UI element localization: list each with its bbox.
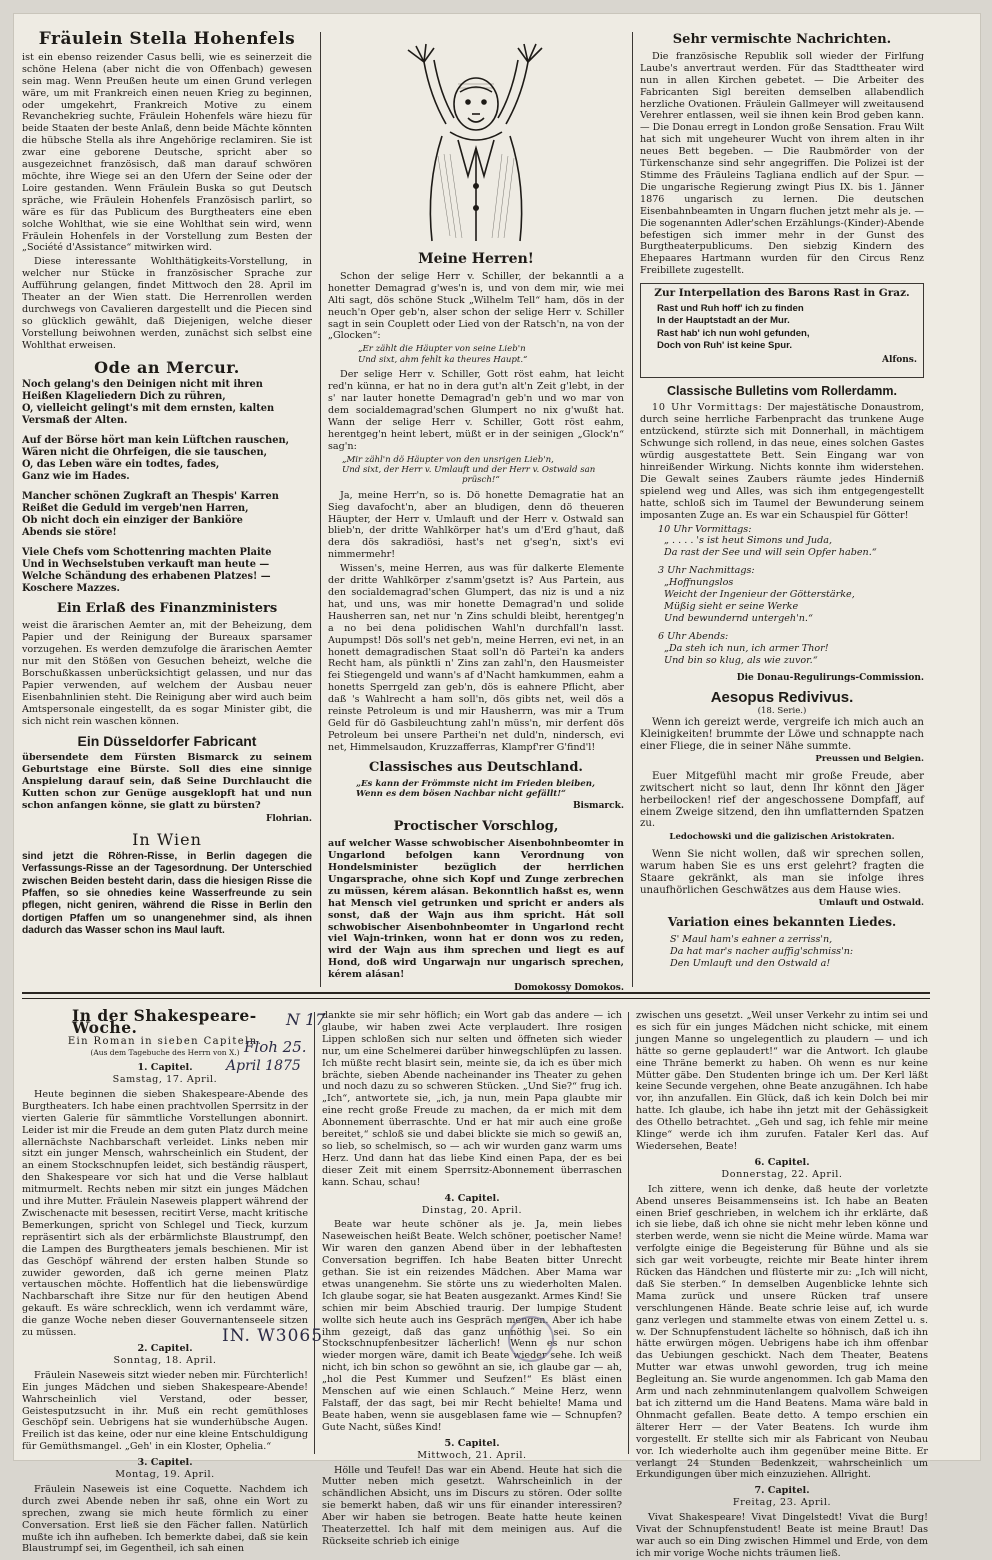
verse-line: Den Umlauft und den Ostwald a! <box>670 957 831 969</box>
article-text: Ja, meine Herr'n, so is. Dö honette Demagratie hat an Sieg davafocht'n, aber an bludigen, denn dö theueren Häupter, der Herr v. Umlauft und der Herr v. Ostwald san blieb'n, der dritte Wahlkörper hat's um d'Erd g'haut, daß dera dös sakradiösi, hast's net g'seg'n, sixt's evi nimmermehr! <box>328 489 624 561</box>
verse-line: Reißet die Geduld im vergeb'nen Harren, <box>22 503 249 515</box>
quote-line: „Da steh ich nun, ich armer Thor! <box>664 642 829 654</box>
verse-line: In der Hauptstadt an der Mur. <box>657 315 790 327</box>
chapter-heading: 6. Capitel. <box>754 1156 810 1168</box>
column-right <box>640 32 924 989</box>
caricature-illustration <box>346 36 606 246</box>
article-text: Der selige Herr v. Schiller, Gott röst eahm, hat leicht red'n künna, er hat no in dera gut'n alt'n Zeit g'lebt, in der s' nar lauter honette Demagrad'n geb'n und wo mar von dem socialdemagrad'schen Glumpert no nix g'wußt hat. Wann der selige Herr v. Schiller, Gott röst eahm, herentgeg'n heint lebert, müßt er in der seinigen „Glock'n“ sag'n: <box>328 369 624 452</box>
verse-line: Da hat mar's nacher auffig'schmiss'n: <box>670 945 854 957</box>
signature: Domokossy Domokos. <box>514 983 624 994</box>
article-text: übersendete dem Fürsten Bismarck zu seinem Geburtstage eine Bürste. Soll dies eine sinnige Anspielung darauf sein, daß Seine Durchlaucht die Kutten schon zur Genüge ausgeklopft hat und nun schon anfangen könne, sie glatt zu bürsten? <box>22 752 312 812</box>
handwritten-note: April 1875 <box>226 1058 301 1074</box>
poem-box <box>640 283 924 377</box>
bulletin-time: 10 Uhr Vormittags: <box>652 402 763 414</box>
column-rule <box>314 1012 315 1454</box>
quote-line: „Mir zähl'n dö Häupter von den unsrigen Lieb'n, <box>342 454 554 465</box>
fable-text: Wenn ich gereizt werde, vergreife ich mich auch an Kleinigkeiten! brummte der Löwe und schnappte nach einer Fliege, die in seiner Nähe summte. <box>640 716 924 752</box>
article-title: Variation eines bekannten Liedes. <box>667 914 897 929</box>
box-title: Zur Interpellation des Barons Rast in Graz. <box>654 287 910 300</box>
fable-text: Euer Mitgefühl macht mir große Freude, aber zwitschert nicht so laut, denn Ihr könnt den Jäger herbeilocken! rief der angeschossene Dompfaff, auf einem Zweige sitzend, den ihn umflatternden Spatzen zu. <box>640 770 924 830</box>
column-left <box>22 29 312 989</box>
box-poem <box>647 303 917 353</box>
chapter-date: Dinstag, 20. April. <box>421 1204 523 1216</box>
verse-line: Heißen Klageliedern Dich zu rühren, <box>22 391 226 403</box>
quote-line: „Hoffnungslos <box>664 577 734 589</box>
quote-line: Und bewundernd untergeh'n.“ <box>664 612 813 624</box>
chapter-heading: 5. Capitel. <box>444 1437 500 1449</box>
bulletin-time: 10 Uhr Vormittags: <box>658 523 752 535</box>
verse-line: Rast und Ruh hoff' ich zu finden <box>657 303 804 315</box>
article-title: Meine Herren! <box>418 251 534 267</box>
chapter-date: Sonntag, 18. April. <box>113 1354 217 1366</box>
verse-line: Versmaß der Alten. <box>22 415 128 427</box>
chapter-text: Fräulein Naseweis sitzt wieder neben mir. Fürchterlich! Ein junges Mädchen und sieben Shakespeare-Abende! Wahrscheinlich viel Verstand, oder besser, Geistesputzsucht in ihr. Muß ein recht gemüthloses Geschöpf sein. Uebrigens hat sie wunderhübsche Augen. Freilich ist das keine, oder nur eine kleine Entschuldigung für Gemüthsmangel. „Geh' in ein Kloster, Ophelia.“ <box>22 1369 308 1453</box>
article-title: Classisches aus Deutschland. <box>369 759 583 775</box>
bulletin-time: 3 Uhr Nachmittags: <box>658 565 755 577</box>
chapter-heading: 1. Capitel. <box>137 1062 193 1074</box>
quote-line: Wenn es dem bösen Nachbar nicht gefällt!“ <box>356 788 566 799</box>
verse-line: Rast hab' ich nun wohl gefunden, <box>657 327 810 339</box>
bulletin-time: 6 Uhr Abends: <box>658 630 729 642</box>
quote-line: „ . . . . 's ist heut Simons und Juda, <box>664 535 833 547</box>
article-title: In Wien <box>132 829 202 849</box>
signature: Umlauft und Ostwald. <box>818 898 924 909</box>
library-stamp-icon <box>508 1316 554 1362</box>
bulletin-text: Der majestätische Donaustrom, durch seine herrliche Farbenpracht das trunkene Auge entzückend, stürzte sich mit Donnerhall, in mächtigem Schwunge sich rollend, in das neue, eines solchen Gastes würdig ausgestattete Bett. Sein Eingang war von hinreißender Wirkung. Nichts konnte ihm widerstehen. Die Gewalt seines Zaubers räumte jedes Hinderniß spielend weg und Alles, was sich ihm entgegengestellt hatte, schloß sich im Taumel der Bewunderung seinem imposanten Zuge an. Es war ein Schauspiel für Götter! <box>640 402 924 521</box>
verse-line: O, vielleicht gelingt's mit dem ernsten, kalten <box>22 403 275 415</box>
signature: Bismarck. <box>572 801 624 812</box>
article-text: Wissen's, meine Herren, aus was für dalkerte Elemente der dritte Wahlkörper z'samm'gsetzt is? Aus Partein, aus den socialdemagrad'schen Glumpert, das niz is und a niz hat, und uns, was mir honette Demagrad'n und solide Hausherren san, net nur 'n Zins schuldi bleibt, herentgeg'n a no bei dena polidischen Wahl'n durchfall'n lasst. Aupumpst! Dös soll's net geb'n, meine Herren, evi net, in an honett demagradischen Staat soll'n dö Partei'n ka anders Recht ham, als pünktli n' Zins zan zahl'n, den Hausmeister fei Stiegengeld und wann's af d'Nacht hamkummen, eahm a honetts Sperrgeld zan geb'n, dös is eahnere Pflicht, aber daß 's Wahlrecht a ham soll'n, dös gibts net, weil dös a reinste Petroleum is und mir Hausherrn, was mir a Trum Geld für dö Gasbileuchtung zahl'n müss'n, mir derfent dös Petroleum bei unsere Parthei'n net duld'n, nindersch, evi net, Himmelsaudon, Kruzzafferras, Klampf'rer G'find'l! <box>328 563 624 753</box>
chapter-text: Beate war heute schöner als je. Ja, mein liebes Naseweischen heißt Beate. Welch schöner, poetischer Name! Wir waren den ganzen Abend über in der lebhaftesten Conversation begriffen. Ich habe Beaten bitter Unrecht gethan. Sie ist ein reizendes Mädchen. Aber Mama war etwas unangenehm. Sie störte uns zu wiederholten Malen. Ich glaube sogar, sie hat Beaten ausgezankt. Armes Kind! Sie schien mir beim Abschied traurig. Der lumpige Student wollte sich heute auch ins Gespräch mengen. Aber ich habe ihm gezeigt, daß das ganz unnöthig sei. So ein Stockschnupfenbesitzer lächerlich! Wenn es nur schon wieder morgen wäre, damit ich Beate wieder sehe. Ich weiß nicht, ich bin schon so gewöhnt an sie, ich glaube gar — ah, „hol die Pest Kummer und Seufzen!“ Es bläst einen Menschen auf wie einen Schlauch.“ Meine Herz, wenn Falstaff, der das sagt, bei mir Recht behielte! Mama und Beate haben, wenn sie ausgeblasen fame wie — Schnupfen? Gute Nacht, süßes Kind! <box>322 1219 622 1433</box>
article-title: Ode an Mercur. <box>94 357 240 377</box>
quote-line: Da rast der See und will sein Opfer haben.“ <box>664 547 877 559</box>
article-text: weist die ärarischen Aemter an, mit der Beheizung, dem Papier und der Reinigung der Bureaux sparsamer vorzugehen. Es werden demzufolge die ärarischen Aemter nur mit den Stößen von Gesuchen beheizt, welche die Borschußkassen unberücksichtigt gelassen, und nur das Papier verwenden, auf welchem der Ausbau neuer Eisenbahnlinien steht. Die Reinigung aber wird auch beim Amtspersonale eingestellt, da es sogar Minister gibt, die sich nicht rein waschen können. <box>22 620 312 727</box>
verse-line: S' Maul ham's eahner a zerriss'n, <box>670 933 833 945</box>
novel-subtitle: Ein Roman in sieben Capiteln. <box>67 1035 263 1047</box>
quote-line: Und bin so klug, als wie zuvor.“ <box>664 654 818 666</box>
chapter-text: Hölle und Teufel! Das war ein Abend. Heute hat sich die Mutter neben mich gesetzt. Wahrscheinlich in der schändlichen Absicht, uns im Discurs zu stören. Oder sollte sie bemerkt haben, daß wir uns für einander interessiren? Aber wir haben sie betrogen. Beate hatte heute keinen Theaterzettel. Ich half mit dem meinigen aus. Auf die Rückseite schrieb ich einige <box>322 1464 622 1547</box>
chapter-text: Vivat Shakespeare! Vivat Dingelstedt! Vivat die Burg! Vivat der Schnupfenstudent! Beate ist meine Braut! Das war auch so ein Ding zwischen Himmel und Erde, von dem ich mir vorige Woche nichts träumen ließ. <box>636 1512 928 1559</box>
article-text: ist ein ebenso reizender Casus belli, wie es seinerzeit die schöne Helena (aber nicht die von Offenbach) gewesen sein mag. Wenn Preußen heute um einen Grund verlegen wäre, um mit Frankreich einen neuen Krieg zu beginnen, oder umgekehrt, Frankreich Motive zu einem Revanchekrieg suchte, Fräulein Hohenfels wäre hiezu für beide Staaten der beste Anlaß, denn beide Mächte könnten die hübsche Stella als ihre Angehörige reclamiren. Sie ist zwar eine geborene Deutsche, spricht aber so ausgezeichnet französisch, daß man darauf schwören möchte, ihre Wiege sei an den Ufern der Seine oder der Loire gestanden. Wenn Fräulein Buska so gut Deutsch spräche, wie Fräulein Hohenfels Französisch parlirt, so wäre es für das Publicum des Burgtheaters eine eben solche Wohlthat, wie sie eine Wohlthat sein wird, wenn Fräulein Hohenfels in der Vorstellung zum Besten der „Société d'Assistance“ mitwirken wird. <box>22 51 312 254</box>
article-title: Ein Düsseldorfer Fabricant <box>77 732 257 749</box>
verse-line: Und in Wechselstuben verkauft man heute — <box>22 559 270 571</box>
ode-stanza <box>22 435 312 483</box>
chapter-heading: 3. Capitel. <box>137 1457 193 1469</box>
verse-line: Doch von Ruh' ist keine Spur. <box>657 340 793 352</box>
bulletin <box>640 631 924 667</box>
signature: Preussen und Belgien. <box>815 754 924 765</box>
verse-line: Mancher schönen Zugkraft an Thespis' Karren <box>22 491 279 503</box>
ode-stanza <box>22 547 312 595</box>
verse-line: Abends sie störe! <box>22 527 117 539</box>
quote-line: Und sixt, ahm fehlt ka theures Haupt.“ <box>358 354 528 365</box>
fable-text: Wenn Sie nicht wollen, daß wir sprechen sollen, warum haben Sie es uns erst gelehrt? fragten die Staare gekränkt, als man sie infolge ihres unaufhörlichen Geschwätzes aus dem Hause wies. <box>640 848 924 896</box>
signature: Alfons. <box>881 354 917 365</box>
handwritten-note: Floh 25. <box>244 1038 307 1056</box>
quote-line: Müßig sieht er seine Werke <box>664 600 799 612</box>
novel-column-2 <box>322 1010 622 1547</box>
signature: Ledochowski und die galizischen Aristokraten. <box>669 832 895 843</box>
article-title: Sehr vermischte Nachrichten. <box>672 32 892 47</box>
chapter-date: Mittwoch, 21. April. <box>417 1449 527 1461</box>
article-title: Fräulein Stella Hohenfels <box>38 29 296 49</box>
novel-note: (Aus dem Tagebuche des Herrn von X.) <box>90 1047 240 1057</box>
article-title: Aesopus Redivivus. <box>710 689 854 707</box>
section-rule <box>22 998 930 999</box>
signature: Die Donau-Regulirungs-Commission. <box>736 672 924 683</box>
column-middle <box>328 32 624 994</box>
quote <box>342 455 624 486</box>
column-rule <box>320 32 321 987</box>
quote-line: „Es kann der Frömmste nicht im Frieden bleiben, <box>356 778 595 789</box>
quote <box>358 344 624 365</box>
verse-line: Welche Schändung des erhabenen Platzes! — <box>22 571 271 583</box>
chapter-text: Fräulein Naseweis ist eine Coquette. Nachdem ich durch zwei Abende neben ihr saß, ohne ein Wort zu sprechen, zwang sie mich heute förmlich zu einer Conversation. Erst ließ sie den Fächer fallen. Natürlich mußte ich ihn aufheben. Ich bemerkte dabei, daß sie kein Blaustrumpf sei, im Gegentheil, ich sah einen <box>22 1483 308 1555</box>
article-text: auf welcher Wasse schwobischer Aisenbohnbeomter in Ungarlond befolgen kann Verordnung von Hondelsminister bezüglich der herrlichen Ungarsprache, ohne sich Kopf und Zunge zerbrechen zu müssen, kérem alásan. Bekonntlich haßst es, wenn hat Mensch viel getrunken und spricht er anders als sonst, daß der Wajn aus ihm spricht. Hát soll schwobischer Aisenbohnbeomter in Ungarlond recht viel Wajn-trinken, wonn hat er donn wos zu reden, wird der Wajn aus ihm sprechen und liegt es auf Hond, doß wird Ungarwajn nur ungarisch sprechen, kérem alásan! <box>328 838 624 981</box>
verse-line: Wären nicht die Ohrfeigen, die sie tauschen, <box>22 447 267 459</box>
verse-line: Ganz wie im Hades. <box>22 471 130 483</box>
handwritten-note: N 17 <box>286 1010 326 1029</box>
chapter-heading: 4. Capitel. <box>444 1192 500 1204</box>
chapter-text: zwischen uns gesetzt. „Weil unser Verkehr zu intim sei und es sich für ein junges Mädchen nicht schicke, mit einem jungen Manne so ungelegentlich zu plaudern — und ich hätte so gerne geplaudert!“ war die Antwort. Ich glaube eine Thräne bemerkt zu haben. Oh wenn es nur keine Mütter gäbe. Den Studenten bringe ich um. Der Kerl läßt keine Secunde vergehen, ohne Beate anzugähnen. Ich habe vor, ihn anzufallen. Ein Glück, daß ich kein Dolch bei mir hatte. Ich glaube, ich habe ihn jetzt mit der Gehässigkeit des Othello betrachtet. „Geh und sag, ich fehle mir meine Klinge“ werde ich ihm zurufen. Fataler Kerl das. Auf Wiedersehen, Beate! <box>636 1010 928 1152</box>
novel-column-3 <box>636 1010 928 1559</box>
article-text: Diese interessante Wohlthätigkeits-Vorstellung, in welcher nur Stücke in französischer Sprache zur Aufführung gelangen, findet Mittwoch den 28. April im Theater an der Wien statt. Die Herrenrollen werden durchwegs von Cavalieren dargestellt und die Piecen sind so glücklich gewählt, daß Diejenigen, welche dieser Vorstellung beiwohnen werden, zunächst sich selbst eine Wohlthat erweisen. <box>22 256 312 351</box>
bulletin <box>640 565 924 625</box>
quote <box>356 779 624 800</box>
signature: Flohrian. <box>265 813 312 824</box>
quote-line: Weicht der Ingenieur der Götterstärke, <box>664 589 855 601</box>
chapter-date: Donnerstag, 22. April. <box>721 1168 843 1180</box>
chapter-date: Freitag, 23. April. <box>732 1497 832 1509</box>
verse-line: Ob nicht doch ein einziger der Bankiöre <box>22 515 243 527</box>
chapter-text: Heute beginnen die sieben Shakespeare-Abende des Burgtheaters. Ich habe einen prachtvollen Sperrsitz in der vierten Galerie für sämmtliche Vorstellungen abonnirt. Leider ist mir die Freude an dem guten Platz durch meine allernächste Nachbarschaft verleidet. Links neben mir sitzt ein junger Mensch, wahrscheinlich ein Student, der an einem Stockschnupfen leidet, sich beständig räuspert, den Shakespeare vor sich hat und die Verse halblaut mitmurmelt. Rechts neben mir sitzt ein junges Mädchen und ihre Mutter. Fräulein Naseweis plappert während der Zwischenacte mit besessen, recitirt Verse, macht kritische Bemerkungen, spricht von Schlegel und Tieck, kurzum repräsentirt sich als der erbärmlichste Blaustrumpf, den die Lampen des Burgtheaters jemals beschienen. Mir ist das Geschöpf während der ersten halben Stunde so zuwider geworden, daß ich gerne meinen Platz vertauschen möchte. Hoffentlich hat die liebenswürdige Nachbarschaft ihre Sitze nur für den heutigen Abend gekauft. Es wäre schrecklich, wenn ich verdammt wäre, die ganze Woche neben dieser Gouvernantenseele sitzen zu müssen. <box>22 1088 308 1339</box>
chapter-text: Ich zittere, wenn ich denke, daß heute der vorletzte Abend unseres Beisammenseins ist. Ich habe an Beaten einen Brief geschrieben, in welchem ich ihr erklärte, daß ich sie liebe, daß ich ohne sie nicht mehr leben könne und sterben werde, wenn sie nicht die Meine würde. Mama war verfolgte einige die Begeisterung für Bühne und als sie sich gar weit vorbeugte, reichte mir Beate hinter ihrem Rücken das Händchen und flüsterte mir zu: „Ich will nicht, daß Sie sterben.“ In demselben Augenblicke lehnte sich Mama zurück und unsere Rücken traf unsere verschlungenen Hände. Beate schrie leise auf, ich wurde ganz verlegen und stammelte etwas von einem Zettel u. s. w. Der Schnupfenstudent lächelte so höhnisch, daß ich ihn hätte erwürgen mögen. Uebrigens habe ich ihm offenbar das Uebiungen geschickt. Nach dem Theater, Beatens Mutter war etwas unwohl geworden, trug ich meine Begleitung an. Sie wurde angenommen. Ich gab Mama den Arm und nach zehnminutenlangem qualvollem Schweigen bat ich zitternd um die Hand Beatens. Mama wäre bald in Ohnmacht gefallen. Beate detto. A tempo erschien ein älterer Herr — der Vater Beatens. Ich wurde ihm vorgestellt. Er stellte sich mir als Fabricant von Neubau vor. Ich wiederholte auch ihm gegenüber meine Bitte. Er verlangt 24 Stunden Bedenkzeit, wahrscheinlich um Erkundigungen über mich einzuziehen. Allright. <box>636 1183 928 1481</box>
chapter-text: dankte sie mir sehr höflich; ein Wort gab das andere — ich glaube, wir haben zwei Acte verplaudert. Ihre rosigen Lippen schloßen sich nur selten und öffneten sich wieder nur, um eine Schelmerei darüber hinwegschlüpfen zu lassen. Ich müßte recht blasirt sein, meinte sie, da ich es über mich brächte, sieben Abende nacheinander ins Theater zu gehen und noch dazu zu so schweren Stücken. „Und Sie?“ frug ich. „Ich“, antwortete sie, „ich, ja nun, mein Papa glaubte mir eine recht große Freude zu machen, da er mich mit dem Abonnement überraschte. Und er hat mir auch eine große bereitet,“ schloß sie und dabei blickte sie mich so gewiß an, so lieb, so schelmisch, so — ach wir wurden ganz warm ums Herz. Und dann hat das liebe Kind einen Papa, der es bei dieser Zeit mit einem Sperrsitz-Abonnement überraschen kann. Schau, schau! <box>322 1010 622 1188</box>
ode-stanza <box>22 379 312 427</box>
handwritten-shelfmark: IN. W3065 <box>222 1326 324 1346</box>
novel-title: In der Shakespeare-Woche. <box>72 1006 257 1037</box>
chapter-heading: 7. Capitel. <box>754 1485 810 1497</box>
article-title: Ein Erlaß des Finanzministers <box>56 601 278 617</box>
column-rule <box>632 32 633 987</box>
novel-column-1 <box>22 1006 308 1555</box>
verse-line: Noch gelang's den Deinigen nicht mit ihren <box>22 379 263 391</box>
chapter-date: Montag, 19. April. <box>115 1469 215 1481</box>
article-title: Proctischer Vorschlog, <box>393 819 559 835</box>
ode-stanza <box>22 491 312 539</box>
verse-line: Koschere Mazzes. <box>22 583 120 595</box>
series-number: (18. Serie.) <box>757 706 807 717</box>
quote-line: Und sixt, der Herr v. Umlauft und der Herr v. Ostwald san <box>342 464 596 475</box>
verse-line: O, das Leben wäre ein todtes, fades, <box>22 459 220 471</box>
column-rule <box>628 1012 629 1454</box>
chapter-heading: 2. Capitel. <box>137 1342 193 1354</box>
article-text: Die französische Republik soll wieder der Firlfung Laube's anvertraut werden. Für das Stadttheater wird nun in allen Kirchen gebetet. — Die Arbeiter des Fabricanten Sigl bereiten demselben allabendlich herzliche Ovationen. Fräulein Gallmeyer will zweitausend Verehrer entlassen, weil sie ihnen kein Brod geben kann. — Die Donau erregt in London große Sensation. Frau Wilt hat sich mit ungeheurer Wucht von ihrem alten in ihr neues Bett begeben. — Die Raubmörder von der Türkenschanze sind sehr angegriffen. Die Polizei ist der Stimme des Fräuleins Tagliana endlich auf der Spur. — Die ungarische Regierung zwingt Pius IX. bis 1. Jänner 1876 ungarisch zu lernen. Die deutschen Eisenbahnbeamten in Ungarn fluchen jetzt mehr als je. — Die sogenannten Adler'schen Erzählungs-(Kinder)-Abende befestigen sich immer mehr in der Gunst des Burgtheaterpublicums. Den siebzig Kindern des Ehepaares Hartmann wurden für den Circus Renz Freibillete zugestellt. <box>640 50 925 277</box>
newspaper-page <box>14 14 980 1559</box>
article-text: sind jetzt die Röhren-Risse, in Berlin dagegen die Verfassungs-Risse an der Tagesordnung. Der Unterschied zwischen Beiden besteht darin, dass die hiesigen Risse die Pfaffen, so sie ohnedies keine Wasserfreunde zu sein pflegen, nicht geniren, während die Risse in Berlin den dortigen Pfaffen um so unangenehmer sind, als ihnen dadurch das Wasser schon ins Maul lauft. <box>22 850 312 937</box>
verse-line: Viele Chefs vom Schottenring machten Plaite <box>22 547 272 559</box>
chapter-date: Samstag, 17. April. <box>112 1074 218 1086</box>
song-verse <box>640 934 924 970</box>
bulletin <box>640 524 924 560</box>
quote-line: prüsch!“ <box>462 475 500 486</box>
article-title: Classische Bulletins vom Rollerdamm. <box>667 383 897 398</box>
article-text: Schon der selige Herr v. Schiller, der bekanntli a a honetter Demagrad g'wes'n is, und von dem mir, wie mei Alti sagt, dös schöne Stuck „Wilhelm Tell“ ham, dös in der neuch'n Oper geb'n, alser schon der selige Herr v. Schiller sagt in sein Couplett oder Lied von der Ratsch'n, na von der „Glocken“: <box>328 270 624 342</box>
quote-line: „Er zählt die Häupter von seine Lieb'n <box>358 344 526 355</box>
verse-line: Auf der Börse hört man kein Lüftchen rauschen, <box>22 435 290 447</box>
